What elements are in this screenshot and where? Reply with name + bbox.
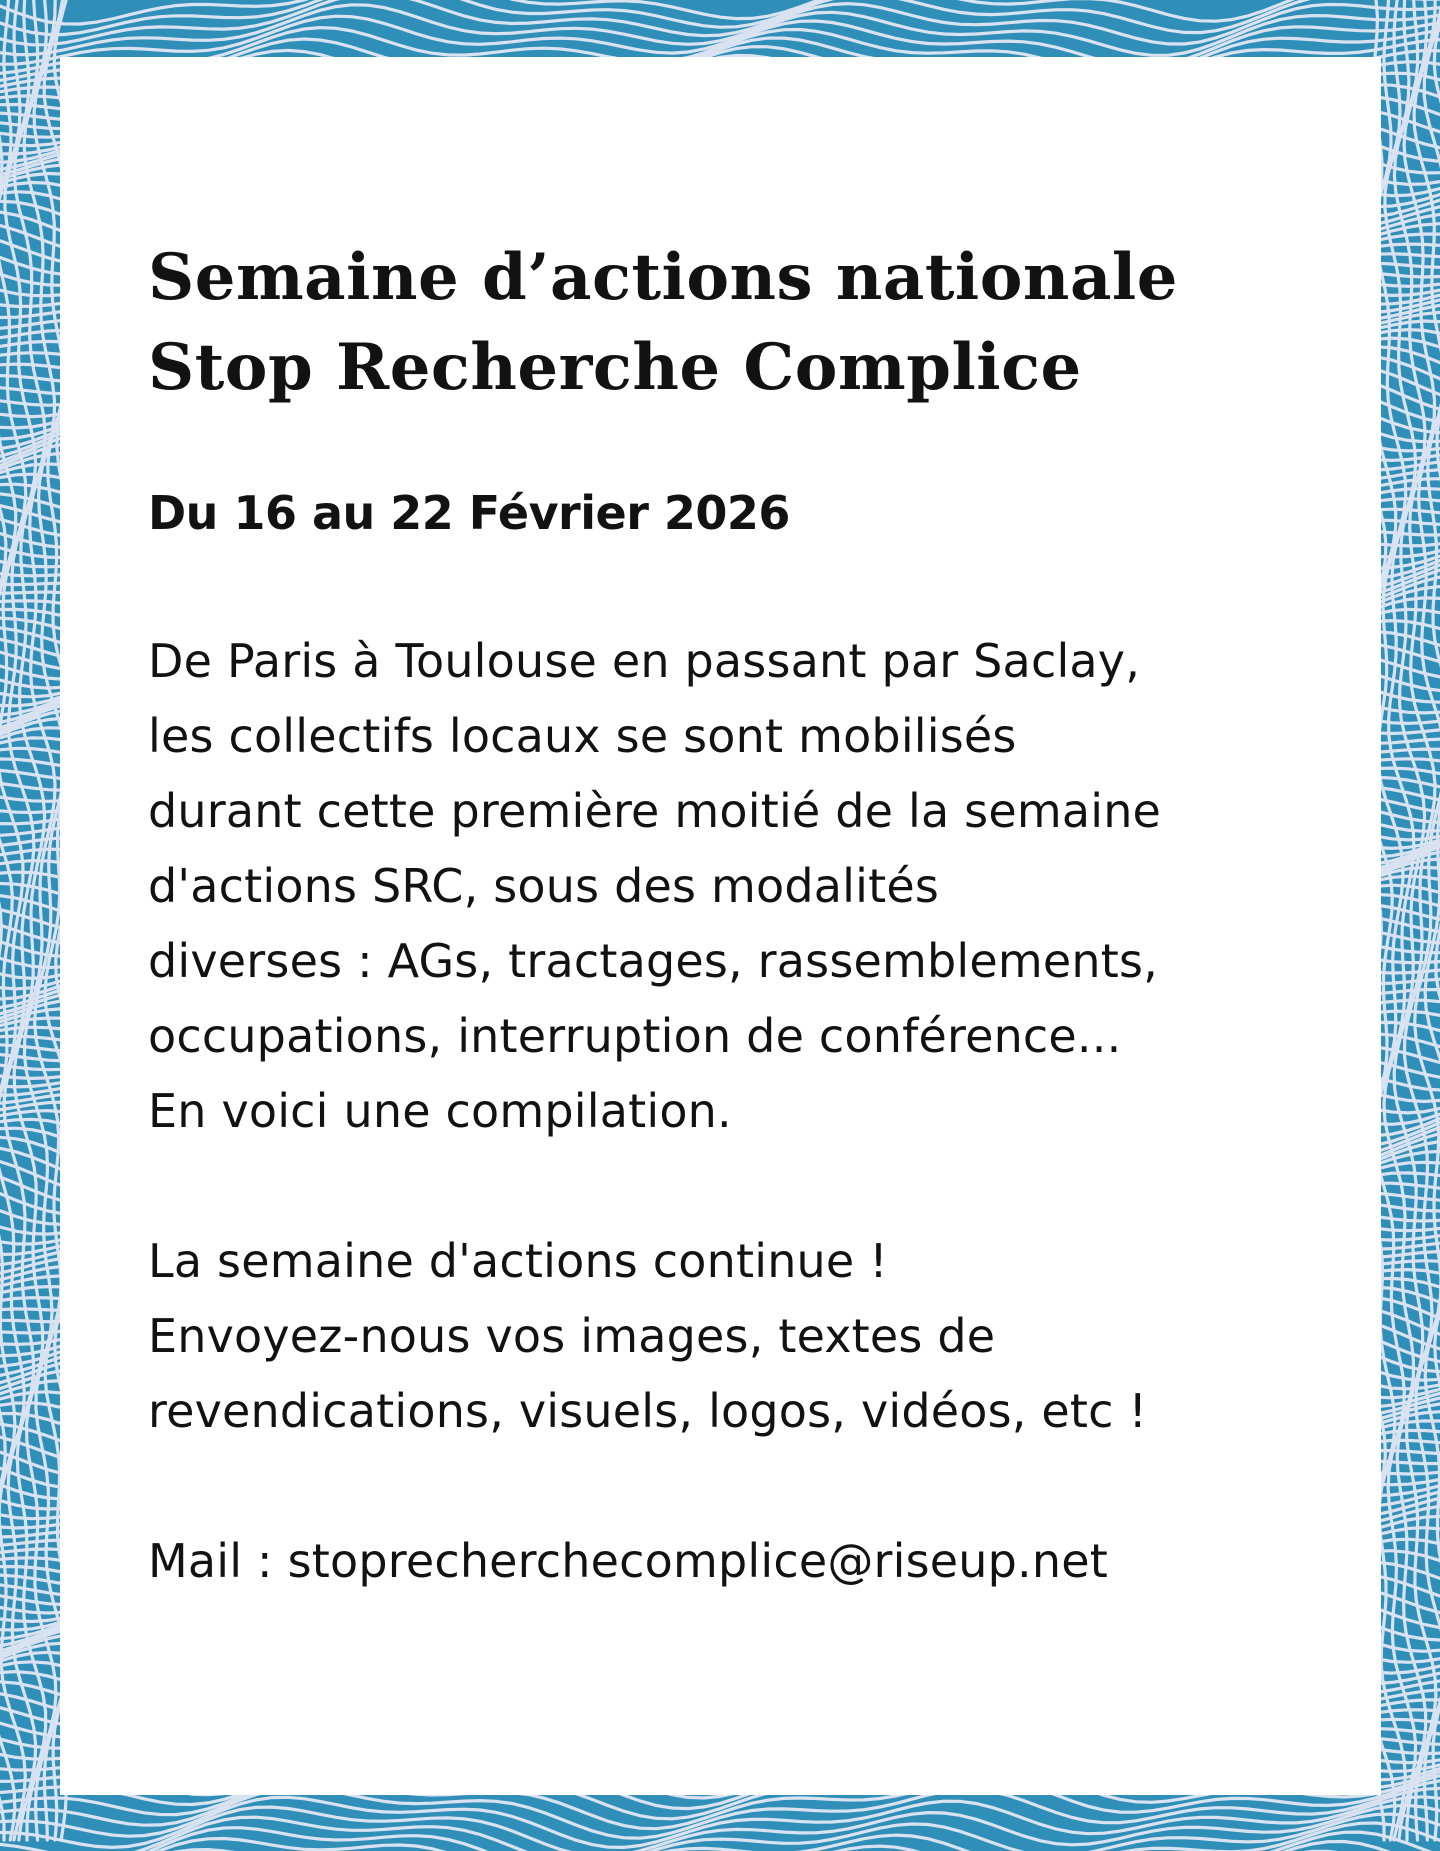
paragraph-line: Envoyez-nous vos images, textes de <box>148 1309 996 1363</box>
paragraph-line: La semaine d'actions continue ! <box>148 1234 888 1288</box>
title-line-1: Semaine d’actions nationale <box>148 240 1178 315</box>
event-dates: Du 16 au 22 Février 2026 <box>148 486 790 540</box>
paragraph-line: occupations, interruption de conférence... <box>148 1009 1122 1063</box>
poster-title <box>148 233 1341 413</box>
paragraph-line: durant cette première moitié de la semaine <box>148 784 1162 838</box>
paragraph-line: les collectifs locaux se sont mobilisés <box>148 709 1017 763</box>
paragraph-line: d'actions SRC, sous des modalités <box>148 859 940 913</box>
title-line-2: Stop Recherche Complice <box>148 330 1082 405</box>
paragraph-line: diverses : AGs, tractages, rassemblements, <box>148 934 1158 988</box>
paragraph-mobilisation <box>148 624 1341 1149</box>
paragraph-call-to-action <box>148 1224 1341 1449</box>
paragraph-line: En voici une compilation. <box>148 1084 732 1138</box>
paragraph-line: revendications, visuels, logos, vidéos, etc ! <box>148 1384 1148 1438</box>
poster-card <box>60 57 1381 1795</box>
paragraph-line: De Paris à Toulouse en passant par Saclay, <box>148 634 1141 688</box>
contact-mail: Mail : stoprecherchecomplice@riseup.net <box>148 1534 1108 1588</box>
